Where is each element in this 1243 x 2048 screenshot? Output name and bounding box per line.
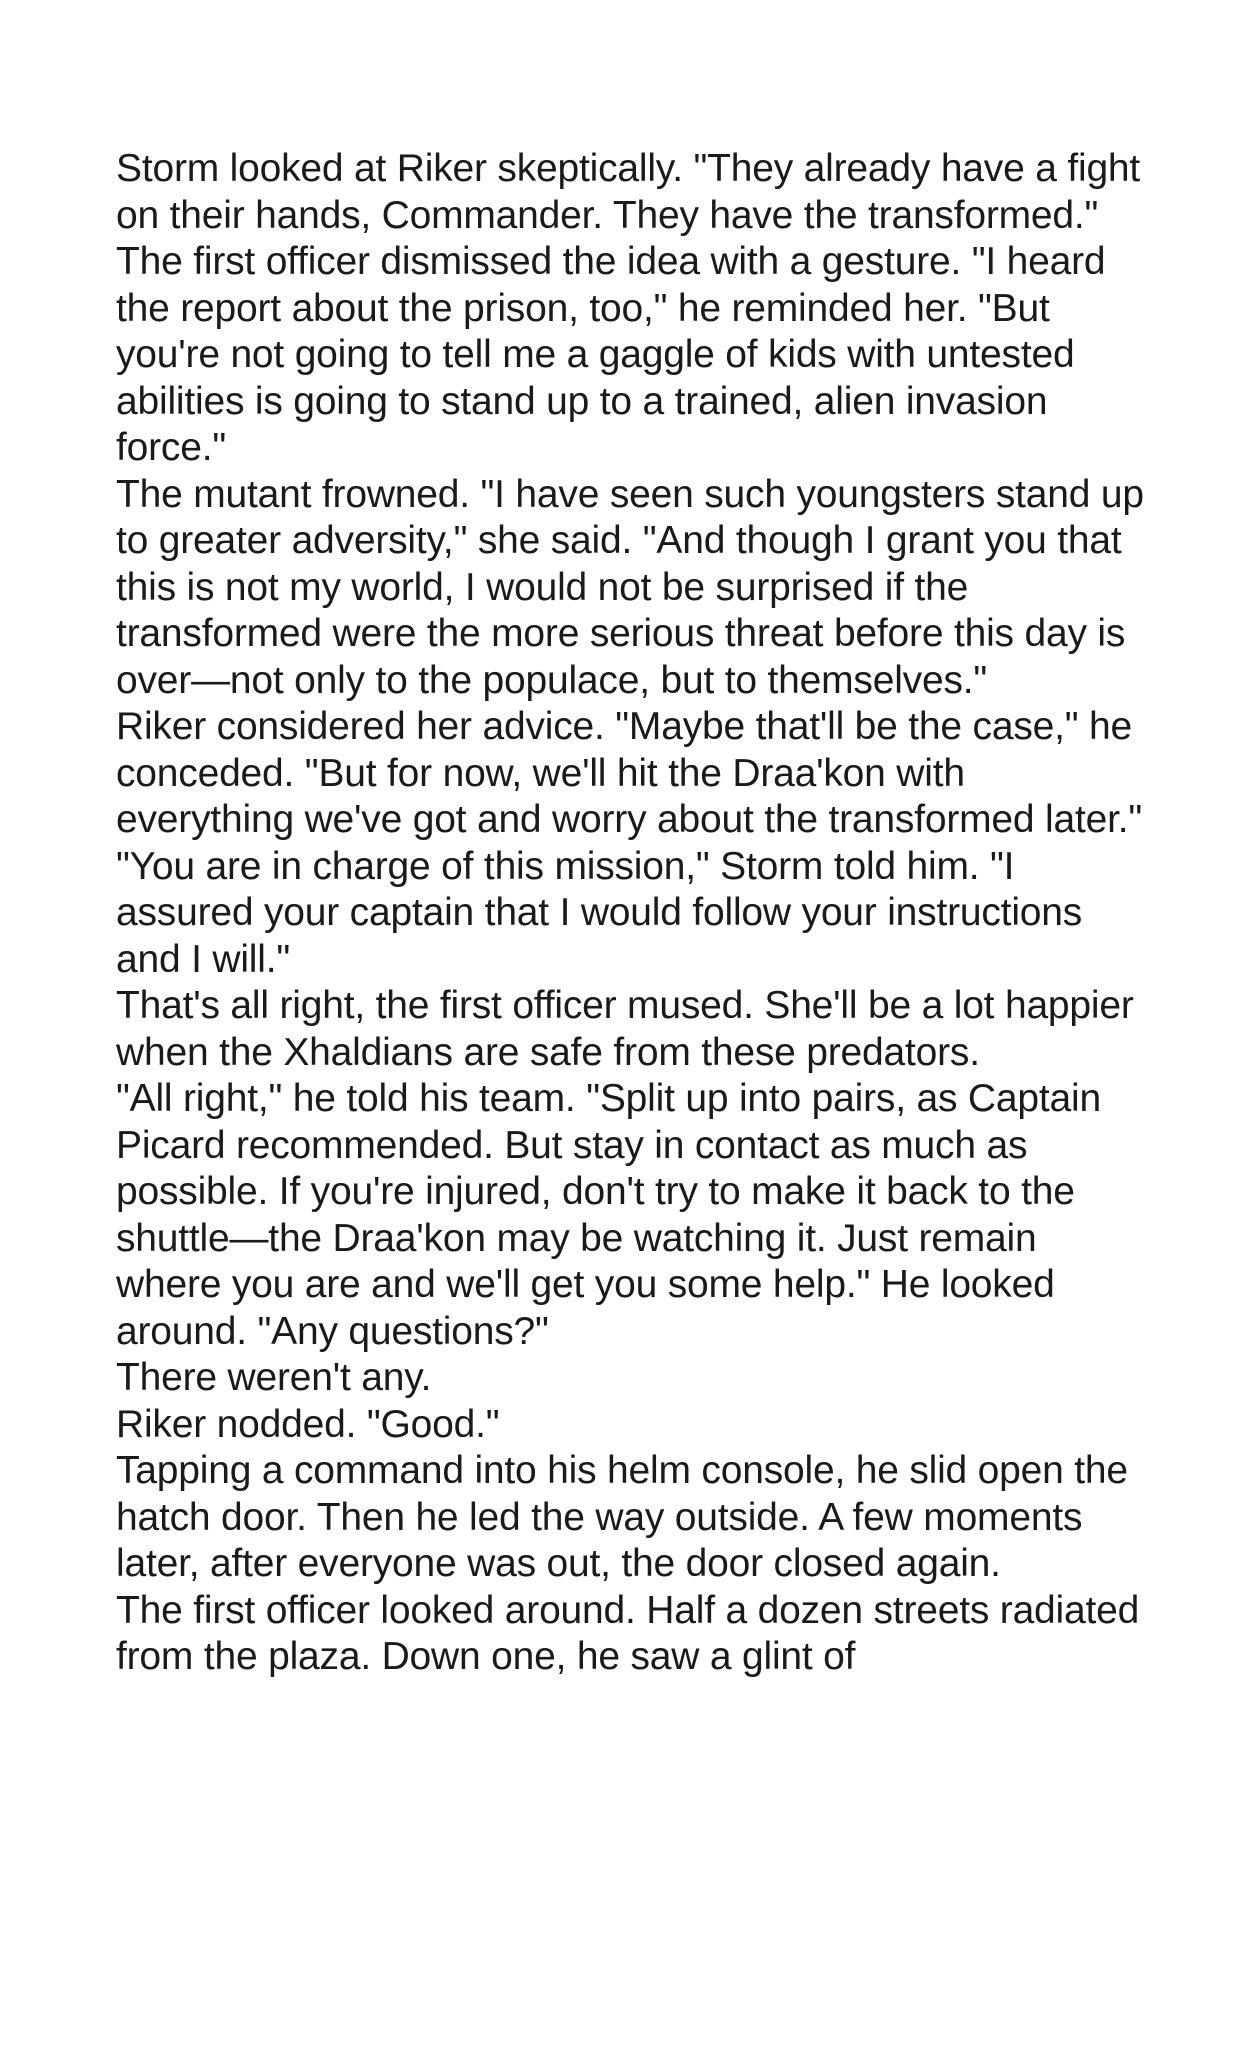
paragraph: Riker nodded. "Good." bbox=[116, 1402, 500, 1446]
paragraph: Tapping a command into his helm console, he slid open the hatch door. Then he led the way outside. A few moments later, after everyone was out, the door closed again. bbox=[116, 1449, 1128, 1585]
paragraph: "All right," he told his team. "Split up into pairs, as Captain Picard recommended. But stay in contact as much as possible. If you're injured, don't try to make it back to the shuttle—the Draa'kon may be watching it. Just remain where you are and we'll get you some help." He looked around. "Any questions?" bbox=[116, 1077, 1101, 1353]
paragraph: That's all right, the first officer mused. She'll be a lot happier when the Xhaldians are safe from these predators. bbox=[116, 984, 1134, 1074]
paragraph: The first officer looked around. Half a dozen streets radiated from the plaza. Down one, he saw a glint of bbox=[116, 1588, 1140, 1678]
body-text bbox=[116, 146, 1146, 1681]
paragraph: There weren't any. bbox=[116, 1356, 432, 1399]
paragraph: Riker considered her advice. "Maybe that'll be the case," he conceded. "But for now, we'll hit the Draa'kon with everything we've got and worry about the transformed later." bbox=[116, 705, 1143, 841]
paragraph: Storm looked at Riker skeptically. "They already have a fight on their hands, Commander. They have the transformed." bbox=[116, 147, 1141, 237]
paragraph: The first officer dismissed the idea with a gesture. "I heard the report about the prison, too," he reminded her. "But you're not going to tell me a gaggle of kids with untested abilities is going to stand up to a trained, alien invasion force." bbox=[116, 240, 1106, 469]
paragraph: "You are in charge of this mission," Storm told him. "I assured your captain that I would follow your instructions and I will." bbox=[116, 844, 1083, 981]
paragraph: The mutant frowned. "I have seen such youngsters stand up to greater adversity," she said. "And though I grant you that this is not my world, I would not be surprised if the transformed were the more serious threat before this day is over—not only to the populace, but to themselves." bbox=[116, 472, 1144, 702]
